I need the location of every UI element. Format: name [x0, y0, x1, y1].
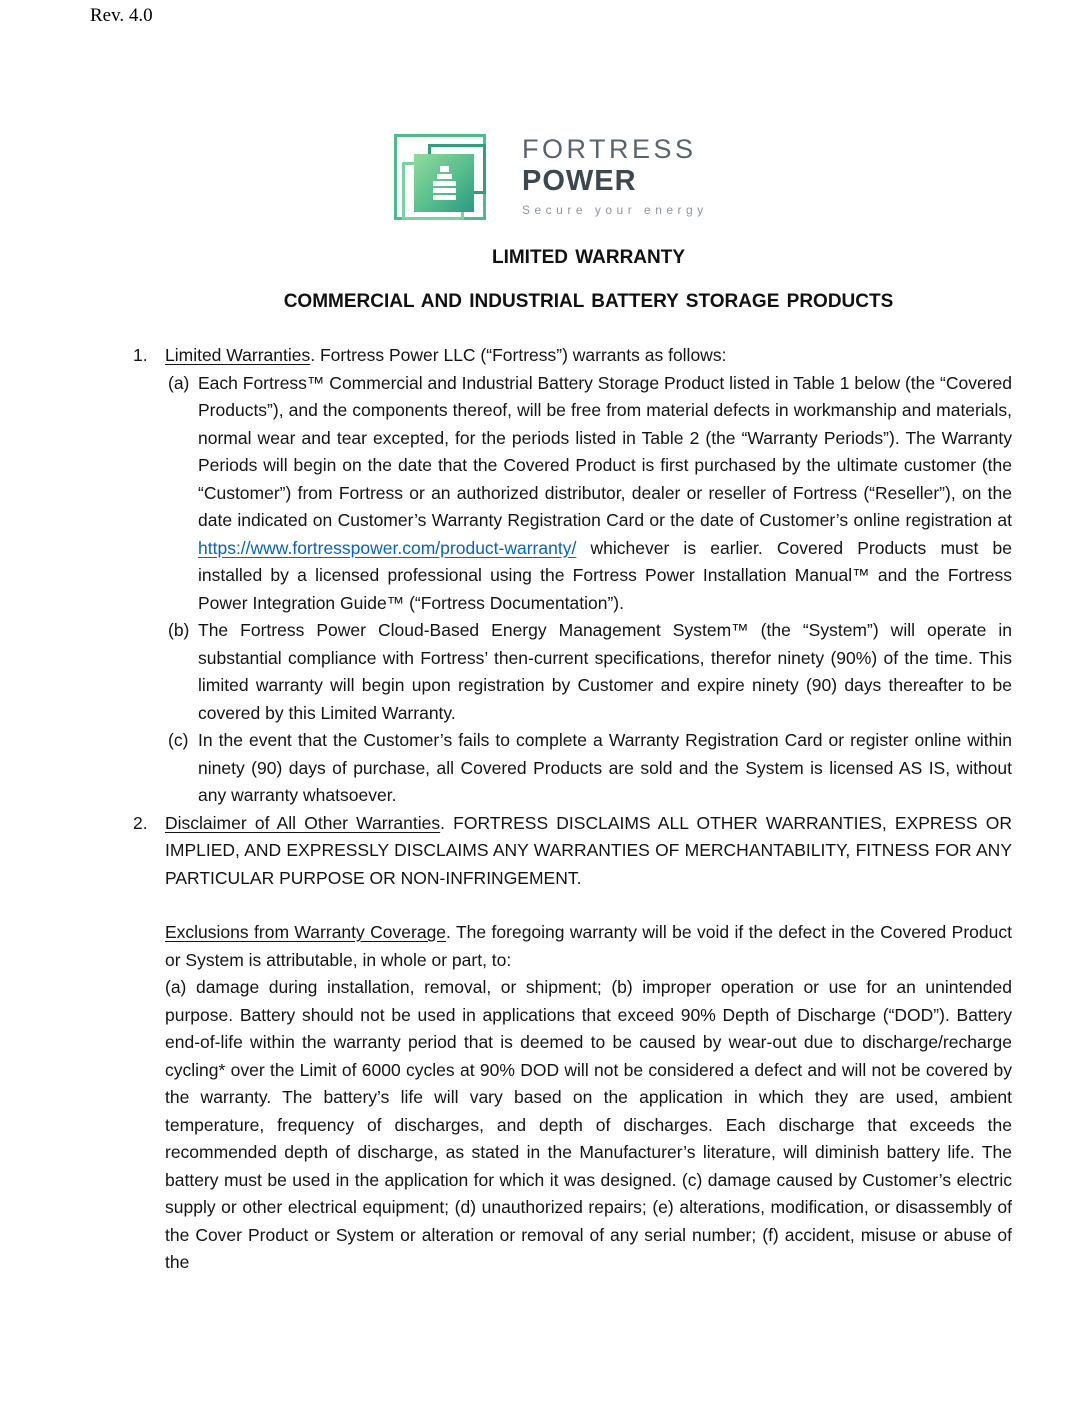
paragraph-text: whichever is earlier. Covered Products must be installed by a licensed professional using the Fortress Power Installation Manual™ and the Fortress Power Integration Guide™ (“Fortress Documentation”). — [198, 537, 1012, 613]
list-marker: (b) — [168, 620, 190, 640]
battery-glyph — [414, 154, 474, 212]
list-number: 2. — [133, 812, 148, 833]
paragraph-text: Each Fortress™ Commercial and Industrial Battery Storage Product listed in Table 1 below (the “Covered Products”), and the components thereof, will be free from material defects in workmanship and materials, normal wear and tear excepted, for the periods listed in Table 2 (the “Warranty Periods”). The Warranty Periods will begin on the date that the Covered Product is first purchased by the ultimate customer (the “Customer”) from Fortress or an authorized distributor, dealer or reseller of Fortress (“Reseller”), on the date indicated on Customer’s Warranty Registration Card or the date of Customer’s online registration at — [198, 372, 1012, 530]
battery-bar — [433, 188, 456, 193]
revision-label: Rev. 4.0 — [90, 5, 153, 26]
section-text: . The foregoing warranty will be void if the defect in the Covered Product or System is attributable, in whole or part, to: — [165, 922, 1012, 970]
paragraph-text: (a) damage during installation, removal, or shipment; (b) improper operation or use for an unintended purpose. Battery should not be used in applications that exceed 90% Depth of Discharge (“DOD”). Battery end-of-life within the warranty period that is deemed to be caused by wear-out due to discharge/recharge cycling* over the Limit of 6000 cycles at 90% DOD will not be considered a defect and will not be covered by the warranty. The battery’s life will vary based on the application in which they are used, ambient temperature, frequency of discharges, and depth of discharges. Each discharge that exceeds the recommended depth of discharge, as stated in the Manufacturer’s literature, will diminish battery life. The battery must be used in the application for which it was designed. (c) damage caused by Customer’s electric supply or other electrical equipment; (d) unauthorized repairs; (e) alterations, modification, or disassembly of the Cover Product or System or alteration or removal of any serial number; (f) accident, misuse or abuse of the — [165, 977, 1012, 1272]
section-heading-exclusions: Exclusions from Warranty Coverage — [165, 922, 447, 942]
list-item-1c — [133, 727, 1012, 810]
exclusions-intro — [133, 919, 1012, 974]
battery-bar — [433, 181, 456, 186]
document-subtitle: COMMERCIAL AND INDUSTRIAL BATTERY STORAGE PRODUCTS — [283, 291, 894, 312]
brand-name-bottom: POWER — [522, 165, 637, 197]
section-heading-disclaimer: Disclaimer of All Other Warranties — [165, 812, 441, 833]
paragraph-text: The Fortress Power Cloud-Based Energy Management System™ (the “System”) will operate in substantial compliance with Fortress’ then-current specifications, therefor ninety (90%) of the time. This limited warranty will begin upon registration by Customer and expire ninety (90) days thereafter to be covered by this Limited Warranty. — [198, 620, 1012, 723]
list-item-1b — [133, 617, 1012, 727]
battery-bar — [433, 195, 456, 200]
paragraph-text: In the event that the Customer’s fails to complete a Warranty Registration Card or register online within ninety (90) days of purchase, all Covered Products are sold and the System is licensed AS IS, without any warranty whatsoever. — [198, 730, 1012, 805]
document-content — [0, 247, 1088, 1277]
section-text: . FORTRESS DISCLAIMS ALL OTHER WARRANTIES, EXPRESS OR IMPLIED, AND EXPRESSLY DISCLAIMS ANY WARRANTIES OF MERCHANTABILITY, FITNESS FOR ANY PARTICULAR PURPOSE OR NON-INFRINGEMENT. — [165, 812, 1012, 888]
document-body — [133, 342, 1012, 1277]
battery-icon — [386, 124, 508, 238]
brand-name-top: FORTRESS — [522, 134, 697, 164]
battery-bar — [437, 174, 452, 179]
section-heading-limited-warranties: Limited Warranties — [165, 345, 311, 365]
document-title: LIMITED WARRANTY — [491, 247, 686, 268]
list-item-1 — [133, 342, 1012, 370]
exclusions-paragraph — [133, 974, 1012, 1277]
list-item-1a — [133, 370, 1012, 618]
warranty-registration-link[interactable]: https://www.fortresspower.com/product-warranty/ — [198, 537, 577, 558]
list-item-2 — [133, 810, 1012, 893]
list-marker: (c) — [168, 730, 189, 750]
battery-cap — [440, 166, 449, 172]
list-number: 1. — [133, 345, 148, 365]
section-text: . Fortress Power LLC (“Fortress”) warrants as follows: — [310, 345, 727, 365]
brand-tagline: Secure your energy — [522, 203, 708, 217]
logo-wordmark — [522, 124, 708, 216]
list-marker: (a) — [168, 372, 190, 393]
fortress-power-logo — [386, 124, 708, 238]
